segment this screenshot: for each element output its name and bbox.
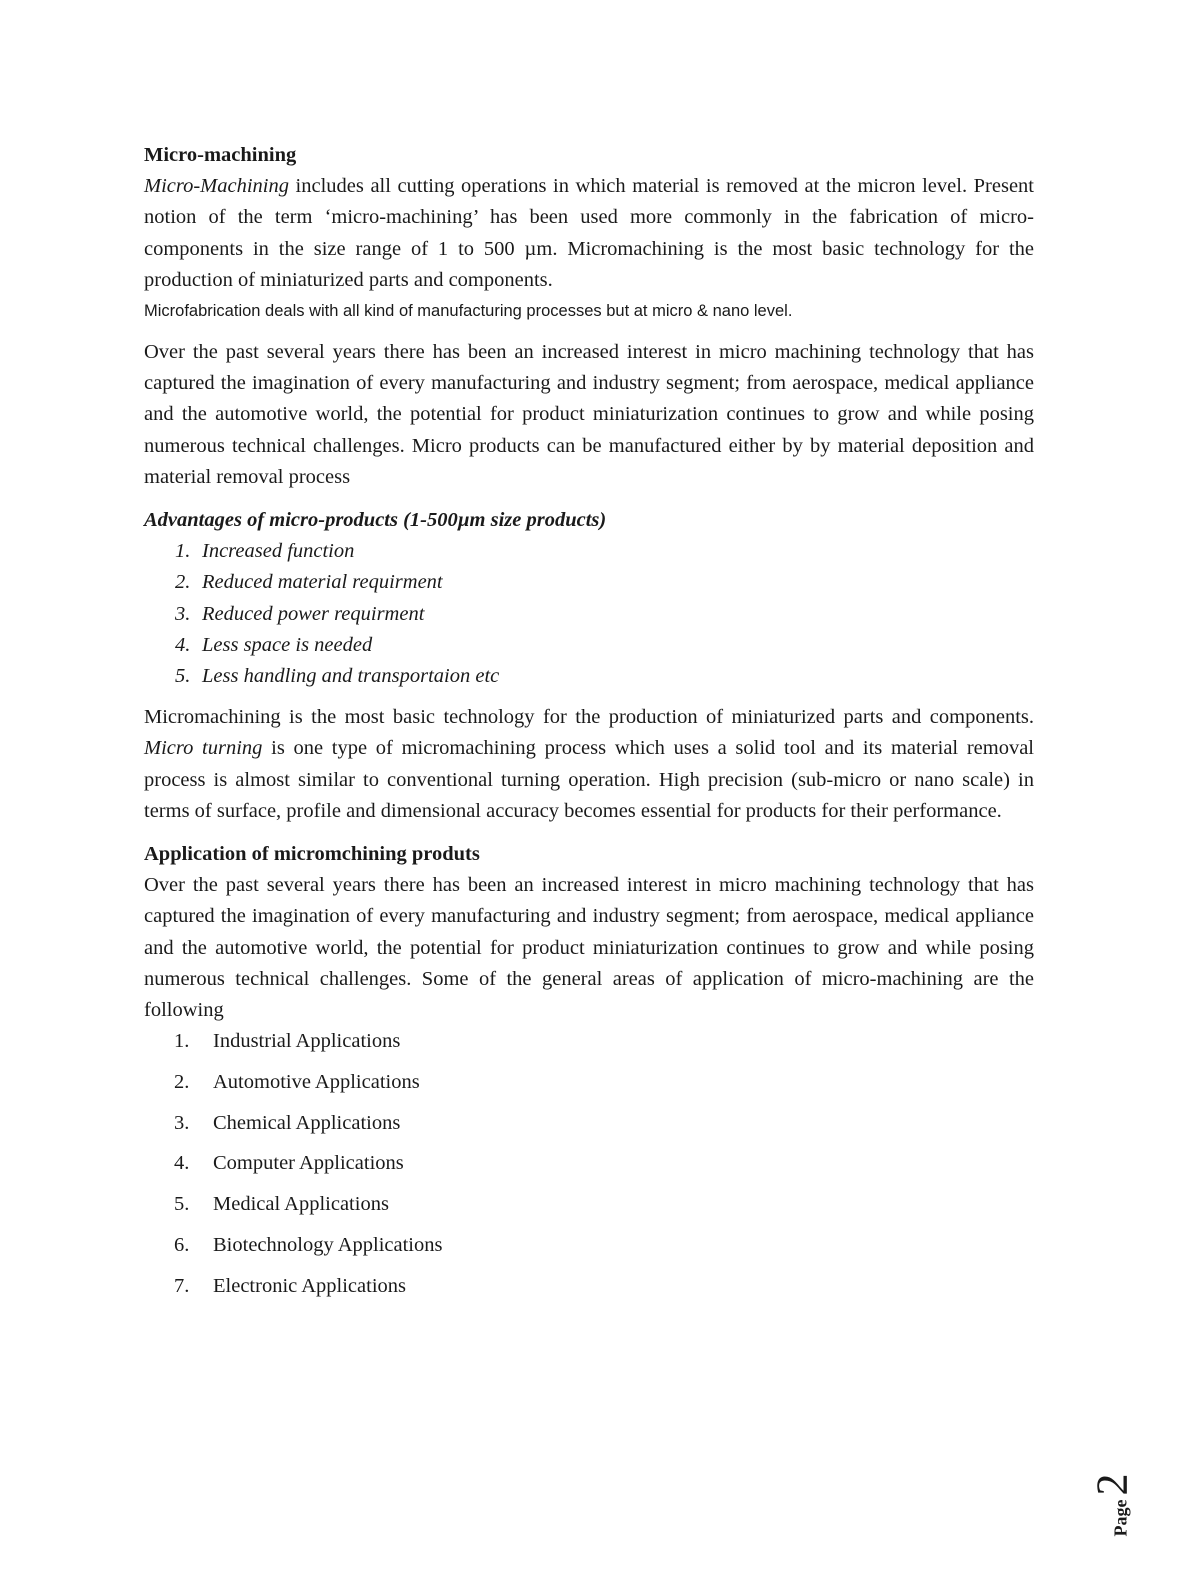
list-item: 7. Electronic Applications [174, 1274, 406, 1297]
micro-turning-paragraph: Micromachining is the most basic technology for the production of miniaturized parts and components. Micro turning is one type of micromachining process which uses a solid tool and its material removal process is almost similar to conventional turning operation. High precision (sub-micro or nano scale) in terms of surface, profile and dimensional accuracy becomes essential for products for their performance. [144, 706, 1034, 822]
advantages-list [144, 536, 1034, 692]
advantages-heading: Advantages of micro-products (1-500µm size products) [144, 509, 607, 532]
list-item: 2. Reduced material requirment [175, 571, 443, 594]
term-micro-turning: Micro turning [144, 737, 263, 760]
applications-list [144, 1026, 1034, 1301]
list-item: 1. Increased function [175, 540, 355, 563]
list-item: 6. Biotechnology Applications [174, 1233, 443, 1256]
section-heading-micro-machining: Micro-machining [144, 144, 297, 166]
list-item: 1. Industrial Applications [174, 1030, 401, 1053]
list-item: 3. Chemical Applications [174, 1111, 401, 1134]
intro-paragraph [144, 171, 1034, 296]
page-number: 2 [1087, 1473, 1137, 1496]
page-label: Page [1110, 1499, 1131, 1537]
page-number-marker [1082, 1450, 1142, 1560]
applications-paragraph: Over the past several years there has been an increased interest in micro machining technology that has captured the imagination of every manufacturing and industry segment; from aerospace, medical appliance and the automotive world, the potential for product miniaturization continues to grow and while posing numerous technical challenges. Some of the general areas of application of micro-machining are the following [144, 874, 1034, 1022]
term-micro-machining: Micro-Machining [144, 175, 289, 198]
interest-paragraph: Over the past several years there has been an increased interest in micro machining technology that has captured the imagination of every manufacturing and industry segment; from aerospace, medical appliance and the automotive world, the potential for product miniaturization continues to grow and while posing numerous technical challenges. Micro products can be manufactured either by by material deposition and material removal process [144, 341, 1034, 488]
intro-text: includes all cutting operations in which material is removed at the micron level. Present notion of the term ‘micro-machining’ has been used more commonly in the fabrication of micro-components in the size range of 1 to 500 µm. Micromachining is the most basic technology for the production of miniaturized parts and components. [144, 175, 1034, 291]
list-item: 2. Automotive Applications [174, 1070, 420, 1093]
microfabrication-note: Microfabrication deals with all kind of manufacturing processes but at micro & nano level. [144, 302, 793, 321]
document-page [144, 140, 1034, 1311]
list-item: 4. Computer Applications [174, 1152, 404, 1175]
list-item: 5. Less handling and transportaion etc [175, 665, 500, 688]
list-item: 3. Reduced power requirment [175, 602, 425, 625]
applications-heading: Application of micromchining produts [144, 843, 480, 866]
list-item: 4. Less space is needed [175, 633, 373, 656]
list-item: 5. Medical Applications [174, 1193, 389, 1216]
